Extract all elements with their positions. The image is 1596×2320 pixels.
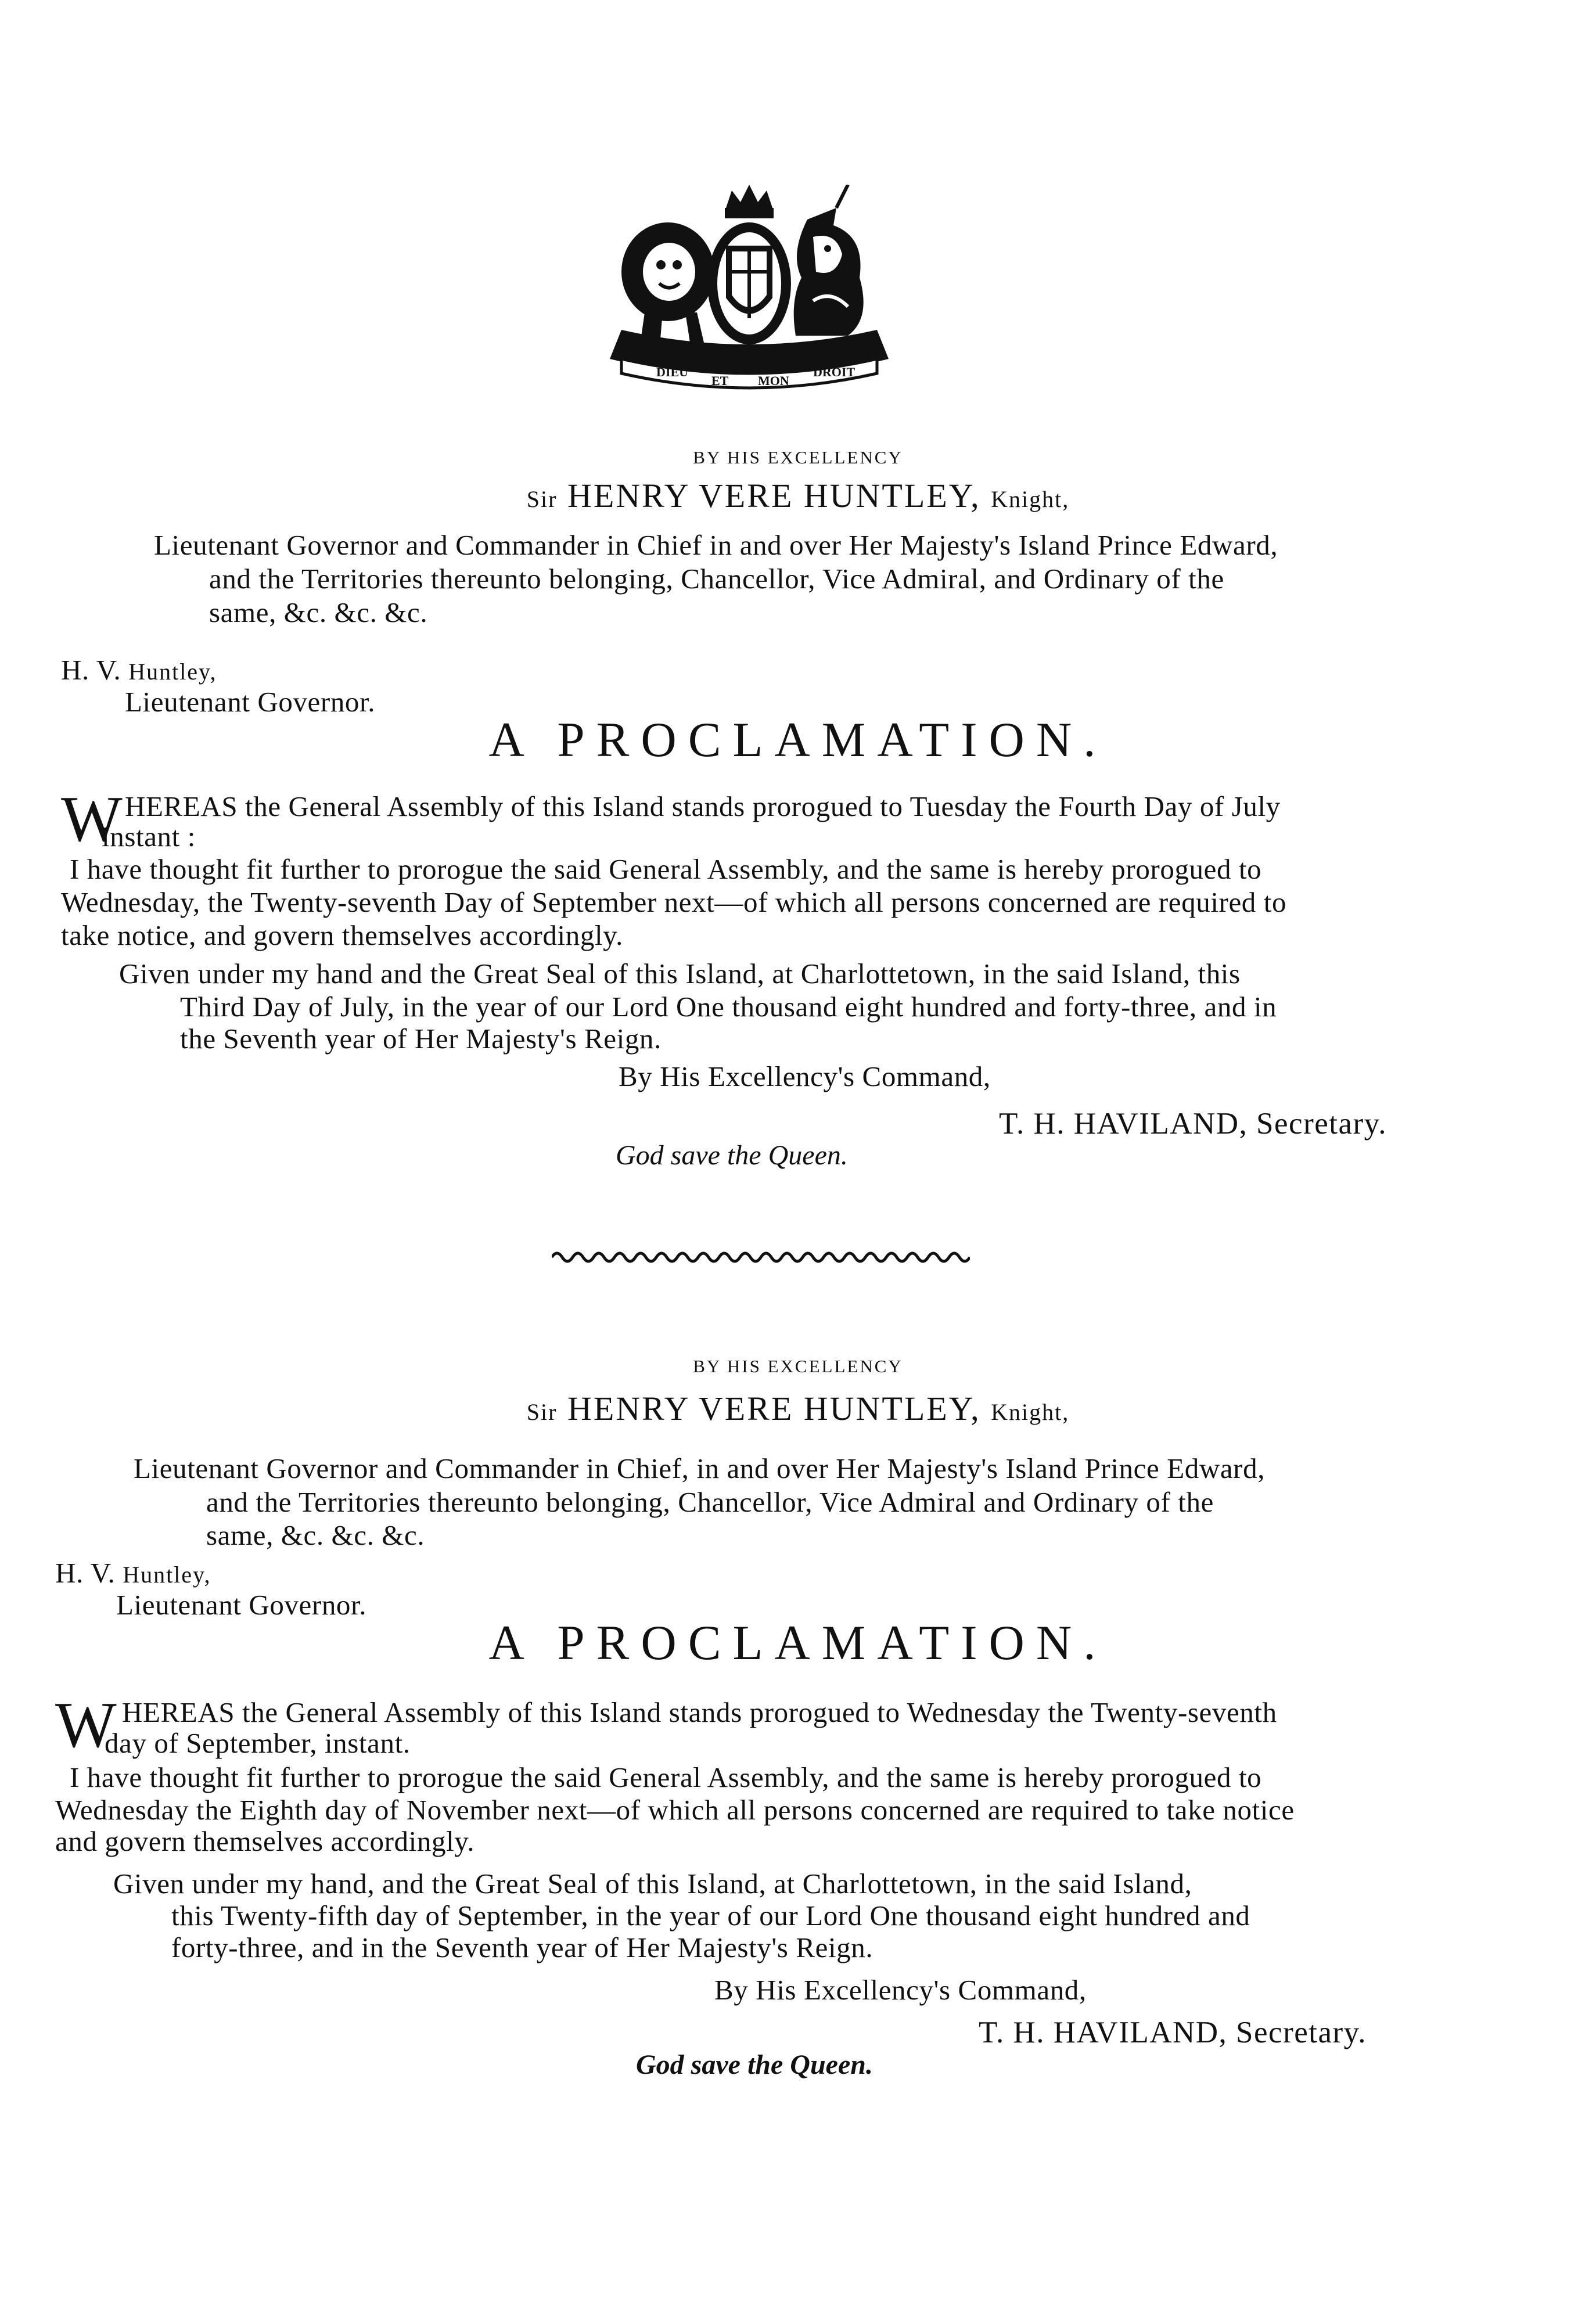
order-line: Wednesday, the Twenty-seventh Day of September next—of which all persons concerned are required to xyxy=(61,886,1287,918)
governor-name-line xyxy=(0,1389,1596,1428)
sir-prefix: Sir xyxy=(526,486,558,512)
governor-name: HENRY VERE HUNTLEY, xyxy=(567,1390,981,1427)
command-line: By His Excellency's Command, xyxy=(619,1060,991,1092)
signature-surname: Huntley, xyxy=(128,659,217,685)
signature-role: Lieutenant Governor. xyxy=(116,1589,367,1621)
whereas-line: day of September, instant. xyxy=(105,1727,411,1759)
whereas-line: instant : xyxy=(102,821,196,853)
given-line: Given under my hand, and the Great Seal of this Island, at Charlottetown, in the said Island, xyxy=(113,1868,1192,1900)
given-line: Given under my hand and the Great Seal of this Island, at Charlottetown, in the said Island, this xyxy=(119,958,1241,990)
knight-suffix: Knight, xyxy=(991,486,1070,512)
motto-word: ET xyxy=(711,373,729,388)
motto-word: DIEU xyxy=(656,365,689,379)
command-line: By His Excellency's Command, xyxy=(714,1974,1087,2006)
crown-icon xyxy=(725,185,774,218)
sir-prefix: Sir xyxy=(526,1399,558,1425)
order-line: and govern themselves accordingly. xyxy=(55,1825,475,1857)
signature-name xyxy=(61,653,217,686)
titles-line: same, &c. &c. &c. xyxy=(206,1519,425,1551)
titles-line: Lieutenant Governor and Commander in Chief in and over Her Majesty's Island Prince Edward, xyxy=(154,529,1278,561)
given-line: Third Day of July, in the year of our Lord One thousand eight hundred and forty-three, and in xyxy=(180,991,1277,1023)
signature-name xyxy=(55,1556,211,1589)
secretary-signature: T. H. HAVILAND, Secretary. xyxy=(979,2016,1367,2049)
proclamation-heading: A PROCLAMATION. xyxy=(488,713,1108,767)
royal-coat-of-arms-icon xyxy=(604,185,894,394)
god-save-the-queen: God save the Queen. xyxy=(616,1140,848,1171)
knight-suffix: Knight, xyxy=(991,1399,1070,1425)
order-line: take notice, and govern themselves accordingly. xyxy=(61,919,623,951)
wavy-rule-divider xyxy=(552,1249,970,1266)
drop-capital: W xyxy=(61,783,123,855)
governor-name-line xyxy=(0,476,1596,515)
governor-name: HENRY VERE HUNTLEY, xyxy=(567,477,981,515)
whereas-line: HEREAS the General Assembly of this Island stands prorogued to Tuesday the Fourth Day of July xyxy=(125,790,1281,822)
garter-shield-icon xyxy=(707,222,791,344)
given-line: this Twenty-fifth day of September, in the year of our Lord One thousand eight hundred and xyxy=(171,1900,1250,1931)
order-line: I have thought fit further to prorogue the said General Assembly, and the same is hereby prorogued to xyxy=(70,1761,1262,1793)
by-his-excellency: BY HIS EXCELLENCY xyxy=(693,447,903,467)
titles-line: Lieutenant Governor and Commander in Chief, in and over Her Majesty's Island Prince Edward, xyxy=(134,1452,1266,1484)
given-line: forty-three, and in the Seventh year of Her Majesty's Reign. xyxy=(171,1931,874,1963)
secretary-signature: T. H. HAVILAND, Secretary. xyxy=(999,1107,1387,1141)
by-his-excellency: BY HIS EXCELLENCY xyxy=(693,1356,903,1376)
order-line: I have thought fit further to prorogue the said General Assembly, and the same is hereby prorogued to xyxy=(70,853,1262,885)
titles-line: and the Territories thereunto belonging, Chancellor, Vice Admiral and Ordinary of the xyxy=(206,1486,1214,1518)
signature-initials: H. V. xyxy=(61,654,121,686)
god-save-the-queen: God save the Queen. xyxy=(636,2049,873,2080)
unicorn-supporter-icon xyxy=(794,185,864,336)
motto-word: MON xyxy=(758,373,789,388)
order-line: Wednesday the Eighth day of November next—of which all persons concerned are required to take notice xyxy=(55,1794,1295,1826)
signature-initials: H. V. xyxy=(55,1557,116,1589)
whereas-line: HEREAS the General Assembly of this Island stands prorogued to Wednesday the Twenty-seventh xyxy=(122,1696,1277,1728)
titles-line: and the Territories thereunto belonging, Chancellor, Vice Admiral, and Ordinary of the xyxy=(209,563,1224,595)
motto-word: DROIT xyxy=(813,365,855,379)
signature-role: Lieutenant Governor. xyxy=(125,686,376,718)
given-line: the Seventh year of Her Majesty's Reign. xyxy=(180,1023,662,1055)
drop-capital: W xyxy=(55,1689,117,1761)
titles-line: same, &c. &c. &c. xyxy=(209,596,428,628)
signature-surname: Huntley, xyxy=(123,1562,211,1588)
proclamation-heading: A PROCLAMATION. xyxy=(488,1616,1108,1670)
